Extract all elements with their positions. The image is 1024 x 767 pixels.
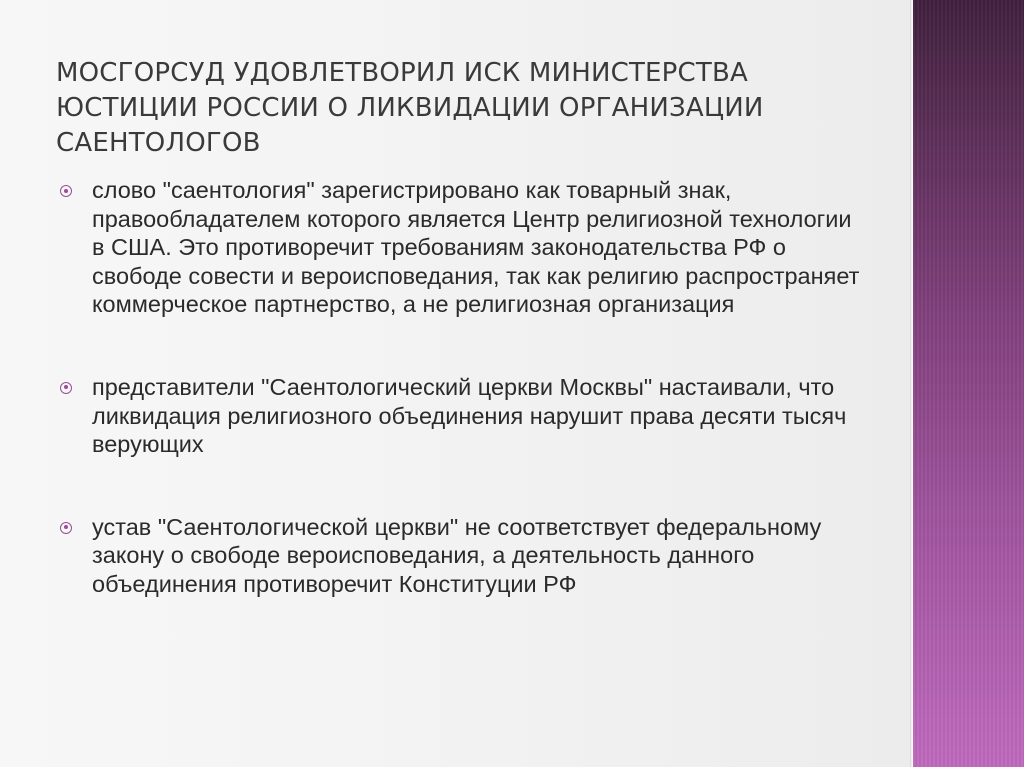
bullet-list (60, 176, 860, 599)
circle-dot-icon (60, 382, 72, 394)
bullet-item (60, 373, 860, 459)
slide-title: МОСГОРСУД УДОВЛЕТВОРИЛ ИСК МИНИСТЕРСТВА ЮСТИЦИИ РОССИИ О ЛИКВИДАЦИИ ОРГАНИЗАЦИИ САЕНТОЛОГОВ (56, 58, 764, 158)
bullet-text: слово "саентология" зарегистрировано как товарный знак, правообладателем которого является Центр религиозной технологии в США. Это противоречит требованиям законодательства РФ о свободе совести и вероисповедания, так как религию распространяет коммерческое партнерство, а не религиозная организация (92, 177, 860, 318)
circle-dot-icon (60, 185, 72, 197)
bullet-text: представители "Саентологический церкви Москвы" настаивали, что ликвидация религиозного объединения нарушит права десяти тысяч верующих (92, 373, 847, 458)
bullet-text: устав "Саентологической церкви" не соответствует федеральному закону о свободе вероисповедания, а деятельность данного объединения противоречит Конституции РФ (92, 513, 822, 597)
side-band-texture (913, 0, 1024, 767)
decorative-side-band (913, 0, 1024, 767)
circle-dot-icon (60, 522, 72, 534)
bullet-item (60, 176, 860, 319)
bullet-item (60, 513, 860, 599)
